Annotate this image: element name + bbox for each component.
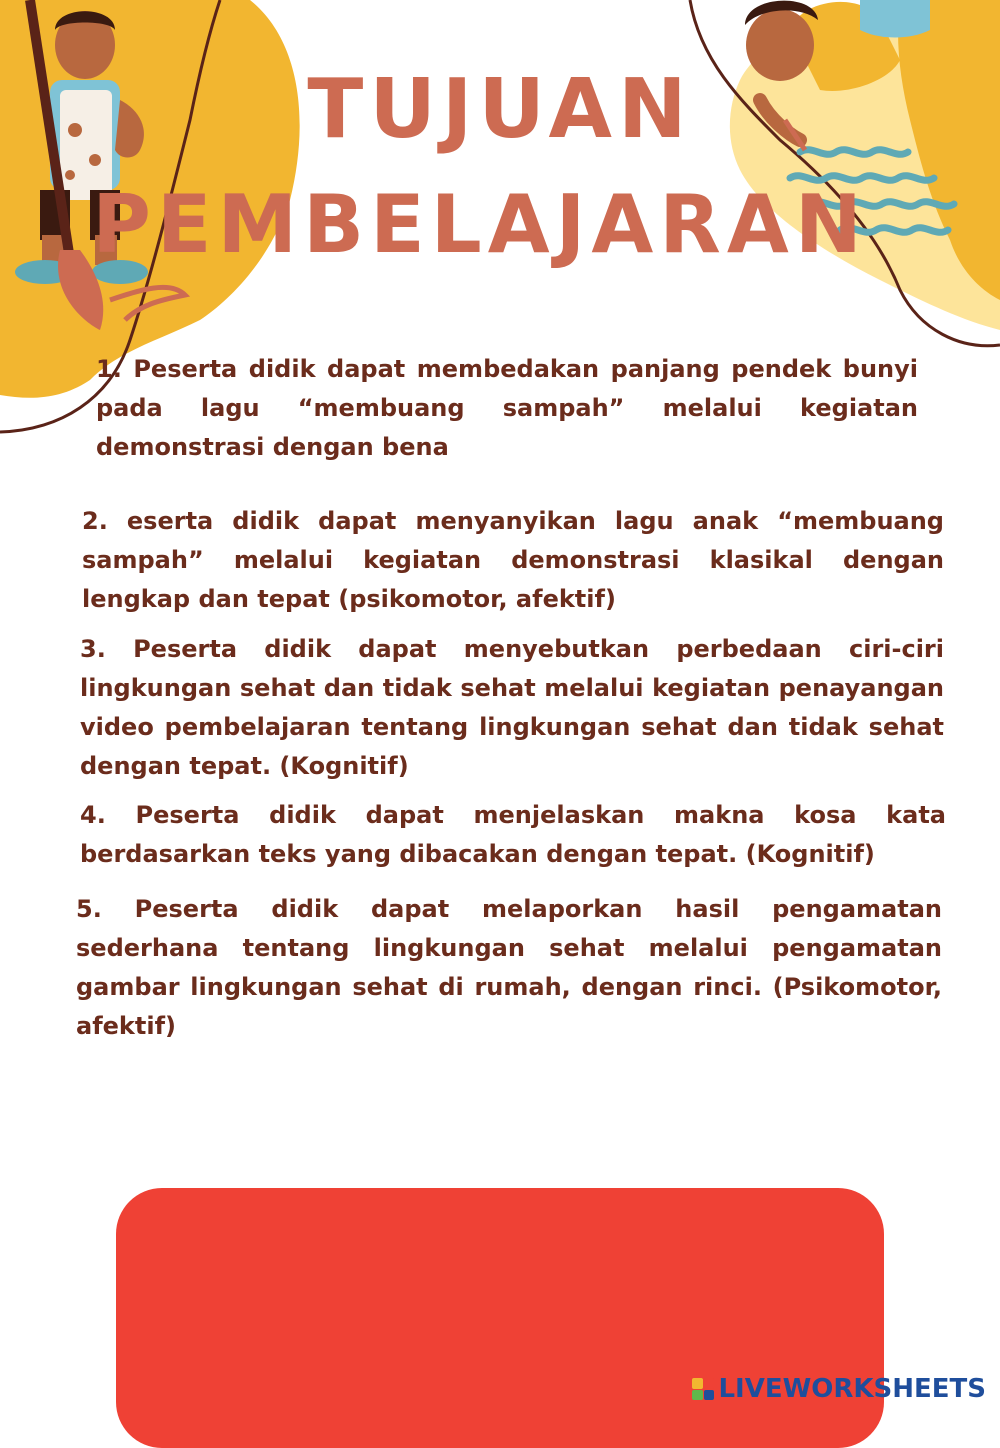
objective-item-1: 1. Peserta didik dapat membedakan panjang pendek bunyi pada lagu “membuang sampah” melalui kegiatan demonstrasi dengan bena bbox=[96, 355, 918, 461]
objective-item-4: 4. Peserta didik dapat menjelaskan makna kosa kata berdasarkan teks yang dibacakan dengan tepat. (Kognitif) bbox=[80, 801, 946, 868]
liveworksheets-logo-icon bbox=[692, 1378, 714, 1400]
objective-item-5: 5. Peserta didik dapat melaporkan hasil pengamatan sederhana tentang lingkungan sehat melalui pengamatan gambar lingkungan sehat di rumah, dengan rinci. (Psikomotor, afektif) bbox=[76, 895, 942, 1040]
red-content-box bbox=[116, 1188, 884, 1448]
objective-item-3: 3. Peserta didik dapat menyebutkan perbedaan ciri-ciri lingkungan sehat dan tidak sehat melalui kegiatan penayangan video pembelajaran tentang lingkungan sehat dan tidak sehat dengan tepat. (Kognitif) bbox=[80, 635, 944, 780]
objective-item-2: 2. eserta didik dapat menyanyikan lagu anak “membuang sampah” melalui kegiatan demonstrasi klasikal dengan lengkap dan tepat (psikomotor, afektif) bbox=[82, 507, 944, 613]
liveworksheets-brand-text: LIVEWORKSHEETS bbox=[718, 1374, 986, 1404]
page-title-line-1: TUJUAN bbox=[307, 62, 693, 157]
liveworksheets-brand bbox=[692, 1374, 986, 1404]
page-title-line-2: PEMBELAJARAN bbox=[92, 178, 868, 271]
